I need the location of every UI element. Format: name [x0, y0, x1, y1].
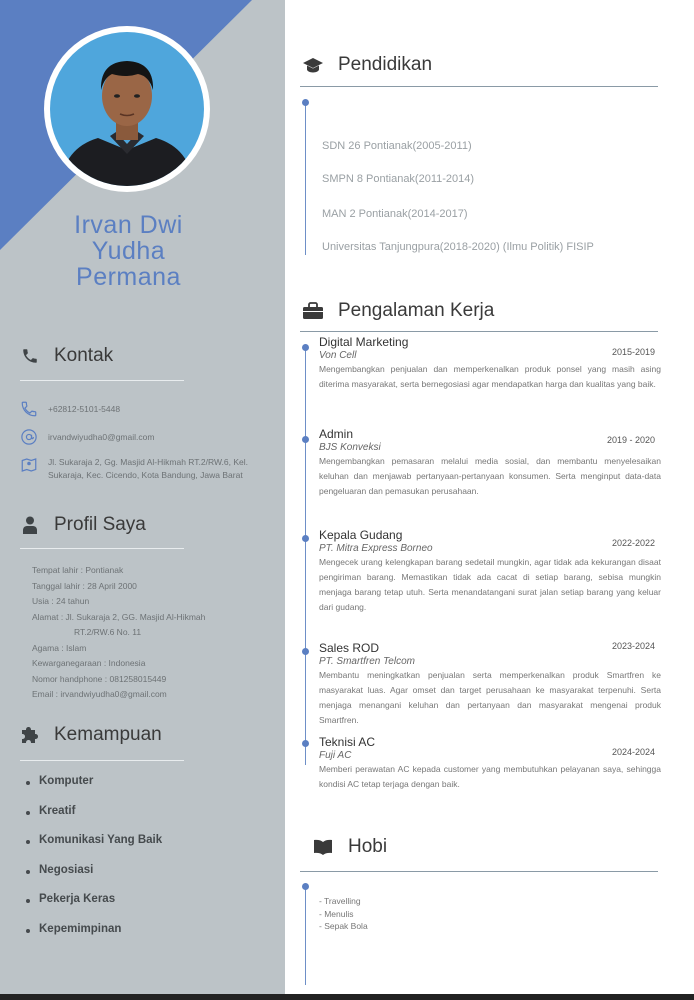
education-timeline: [305, 100, 306, 255]
list-item: - Menulis: [319, 908, 354, 919]
list-item: [26, 893, 162, 923]
job-company: BJS Konveksi: [319, 442, 381, 453]
bottom-edge-bar: [0, 994, 694, 1000]
timeline-dot: [302, 99, 309, 106]
job-date: 2024-2024: [611, 747, 655, 757]
work-heading: [302, 300, 494, 322]
profile-heading: [20, 514, 146, 536]
timeline-dot: [302, 648, 309, 655]
skill-label: Pekerja Keras: [39, 893, 116, 906]
skills-heading-text: Kemampuan: [54, 724, 162, 745]
map-icon: [20, 456, 38, 474]
education-item: MAN 2 Pontianak(2014-2017): [322, 208, 468, 220]
hobby-timeline: [305, 885, 306, 985]
job-company: PT. Smartfren Telcom: [319, 656, 415, 667]
profile-divider: [20, 548, 184, 549]
phone-outline-icon: [20, 400, 38, 418]
puzzle-icon: [20, 725, 40, 745]
job-title: Digital Marketing: [319, 335, 409, 349]
job-company: Fuji AC: [319, 750, 352, 761]
education-item: Universitas Tanjungpura(2018-2020) (Ilmu Politik) FISIP: [322, 241, 594, 253]
timeline-dot: [302, 883, 309, 890]
contact-phone-row: [20, 400, 248, 418]
phone-icon: [20, 346, 40, 366]
profile-line: Alamat : Jl. Sukaraja 2, GG. Masjid Al-Hikmah: [32, 611, 206, 622]
education-heading: [302, 54, 432, 76]
profile-line: Nomor handphone : 081258015449: [32, 673, 167, 684]
job-entry: [319, 335, 661, 392]
briefcase-icon: [302, 301, 324, 321]
work-heading-text: Pengalaman Kerja: [338, 300, 495, 321]
job-entry: [319, 641, 661, 728]
education-divider: [300, 86, 658, 87]
list-item: [26, 834, 162, 864]
timeline-dot: [302, 436, 309, 443]
job-description: Mengembangkan penjualan dan memperkenalkan produk ponsel yang masih asing diterima masyarakat, serta bernegosiasi agar mendapatkan harga dan kualitas yang baik.: [319, 364, 661, 389]
job-description: Mengembangkan pemasaran melalui media sosial, dan membantu menyelesaikan keluhan dan menjawab pertanyaan-pertanyaan konsumen. Serta menginput data-data pengeluaran dan pemasukan perusahaan.: [319, 456, 661, 496]
job-date: 2015-2019: [611, 347, 655, 357]
skill-label: Negosiasi: [39, 863, 94, 876]
person-name: [0, 212, 257, 290]
contact-divider: [20, 380, 184, 381]
profile-details: [32, 563, 205, 703]
graduation-cap-icon: [302, 55, 324, 75]
avatar: [50, 32, 204, 186]
profile-line: RT.2/RW.6 No. 11: [74, 627, 142, 637]
education-heading-text: Pendidikan: [338, 54, 433, 75]
skill-label: Kreatif: [39, 804, 76, 817]
profile-heading-text: Profil Saya: [54, 514, 146, 535]
person-icon: [20, 515, 40, 535]
job-entry: [319, 427, 661, 499]
job-company: PT. Mitra Express Borneo: [319, 543, 433, 554]
hobby-heading: [312, 836, 387, 858]
profile-line: Kewarganegaraan : Indonesia: [32, 658, 146, 668]
contact-heading: [20, 345, 113, 367]
hobby-heading-text: Hobi: [348, 836, 388, 857]
skill-label: Kepemimpinan: [39, 922, 122, 935]
education-item: SMPN 8 Pontianak(2011-2014): [322, 173, 475, 185]
list-item: - Travelling: [319, 896, 361, 906]
job-date: 2022-2022: [611, 538, 655, 548]
work-timeline: [305, 345, 306, 765]
at-icon: [20, 428, 38, 446]
profile-line: Usia : 24 tahun: [32, 596, 90, 606]
job-date: 2023-2024: [611, 641, 655, 651]
skill-label: Komunikasi Yang Baik: [39, 834, 163, 847]
list-item: [26, 775, 162, 805]
skill-label: Komputer: [39, 775, 94, 787]
book-icon: [312, 837, 334, 857]
job-date: 2019 - 2020: [606, 435, 655, 445]
name-line: Permana: [76, 263, 181, 291]
hobby-divider: [300, 871, 658, 872]
list-item: [26, 805, 162, 835]
timeline-dot: [302, 344, 309, 351]
skills-heading: [20, 724, 162, 746]
job-description: Membantu meningkatkan penjualan serta memperkenalkan produk Smartfren ke masyarakat luas. Agar omset dan target perusahaan ke masyarakat terpenuhi. Serta menjaga menangani keluhan dan pertanyaan dan masyarakat mengenai produk Smartfren.: [319, 670, 661, 725]
job-entry: [319, 528, 661, 615]
profile-line: Email : irvandwiyudha0@gmail.com: [32, 689, 167, 699]
job-description: Mengecek urang kelengkapan barang sedetail mungkin, agar tidak ada kekurangan disaat pengiriman barang. Memastikan tidak ada cacat di setiap barang, sebisa mungkin menjaga barang tetap utuh. Serta menandatangani surat jalan setiap barang yang keluar dari gudang.: [319, 557, 661, 612]
profile-line: Tempat lahir : Pontianak: [32, 565, 124, 575]
job-company: Von Cell: [319, 350, 357, 361]
skills-divider: [20, 760, 184, 761]
contact-phone-text: +62812-5101-5448: [48, 404, 121, 414]
profile-line: Agama : Islam: [32, 642, 87, 653]
name-line: Irvan Dwi: [74, 211, 183, 239]
sidebar: [0, 0, 285, 1000]
job-title: Kepala Gudang: [319, 528, 403, 542]
job-title: Admin: [319, 427, 354, 441]
list-item: - Sepak Bola: [319, 921, 368, 931]
contact-heading-text: Kontak: [54, 345, 114, 366]
timeline-dot: [302, 740, 309, 747]
avatar-portrait-icon: [50, 32, 204, 186]
job-description: Memberi perawatan AC kepada customer yang membutuhkan pelayanan saya, sehingga kondisi AC tetap terjaga dengan baik.: [319, 764, 661, 789]
contact-email-text: irvandwiyudha0@gmail.com: [48, 432, 155, 442]
work-divider: [300, 331, 658, 332]
education-item: SDN 26 Pontianak(2005-2011): [322, 140, 472, 152]
timeline-dot: [302, 535, 309, 542]
skills-list: [26, 775, 162, 953]
profile-photo: [44, 26, 210, 192]
profile-line: Tanggal lahir : 28 April 2000: [32, 580, 137, 591]
contact-address-row: [20, 456, 248, 482]
contact-email-row: [20, 428, 248, 446]
hobby-list: [319, 895, 368, 933]
job-title: Sales ROD: [319, 641, 380, 655]
job-entry: [319, 735, 661, 792]
contact-address-text: Jl. Sukaraja 2, Gg. Masjid Al-Hikmah RT.2/RW.6, Kel. Sukaraja, Kec. Cicendo, Kota Bandung, Jawa Barat: [48, 457, 248, 480]
list-item: [26, 864, 162, 894]
name-line: Yudha: [91, 237, 166, 265]
list-item: [26, 923, 162, 953]
job-title: Teknisi AC: [319, 735, 376, 749]
